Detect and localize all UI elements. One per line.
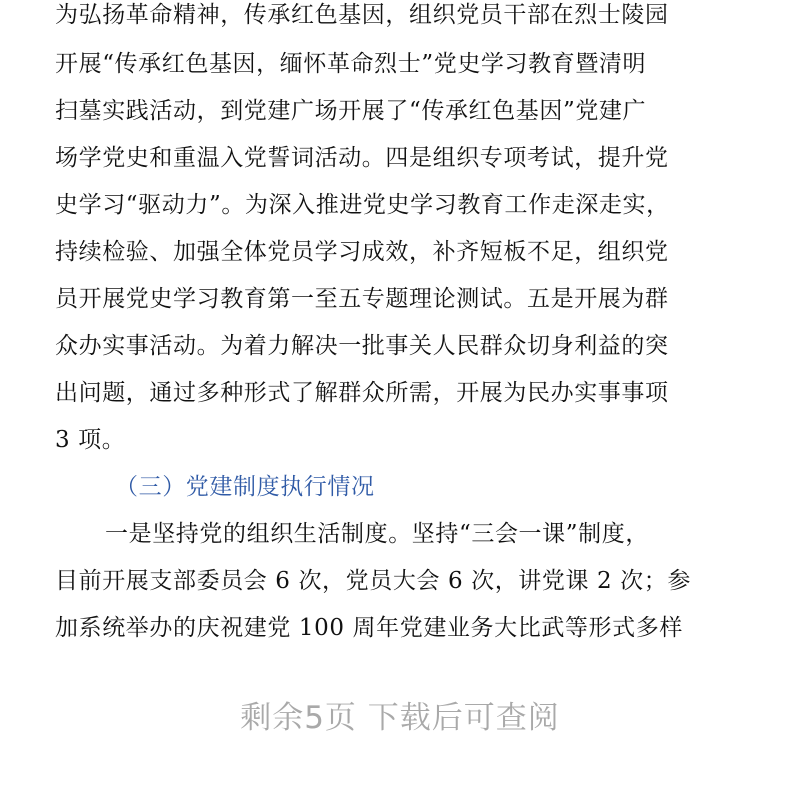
body-line: 一是坚持党的组织生活制度。坚持“三会一课”制度， [105,521,649,547]
body-line: 加系统举办的庆祝建党 100 周年党建业务大比武等形式多样 [55,615,683,641]
body-line: 3 项。 [55,427,126,453]
body-line: 场学党史和重温入党誓词活动。四是组织专项考试，提升党 [55,145,669,171]
document-body [55,0,755,652]
body-line: 出问题，通过多种形式了解群众所需，开展为民办实事事项 [55,380,669,406]
body-line: 目前开展支部委员会 6 次，党员大会 6 次，讲党课 2 次；参 [55,568,691,594]
body-line: 众办实事活动。为着力解决一批事关人民群众切身利益的突 [55,333,669,359]
section-heading: （三）党建制度执行情况 [115,474,375,500]
body-line: 扫墓实践活动，到党建广场开展了“传承红色基因”党建广 [55,98,647,124]
body-line: 持续检验、加强全体党员学习成效，补齐短板不足，组织党 [55,239,669,265]
body-line: 史学习“驱动力”。为深入推进党史学习教育工作走深走实， [55,192,670,218]
body-line: 开展“传承红色基因，缅怀革命烈士”党史学习教育暨清明 [55,51,647,77]
body-line: 为弘扬革命精神，传承红色基因，组织党员干部在烈士陵园 [55,2,669,28]
body-line: 员开展党史学习教育第一至五专题理论测试。五是开展为群 [55,286,669,312]
download-remaining-pages-banner[interactable]: 剩余5页 下载后可查阅 [240,700,560,736]
